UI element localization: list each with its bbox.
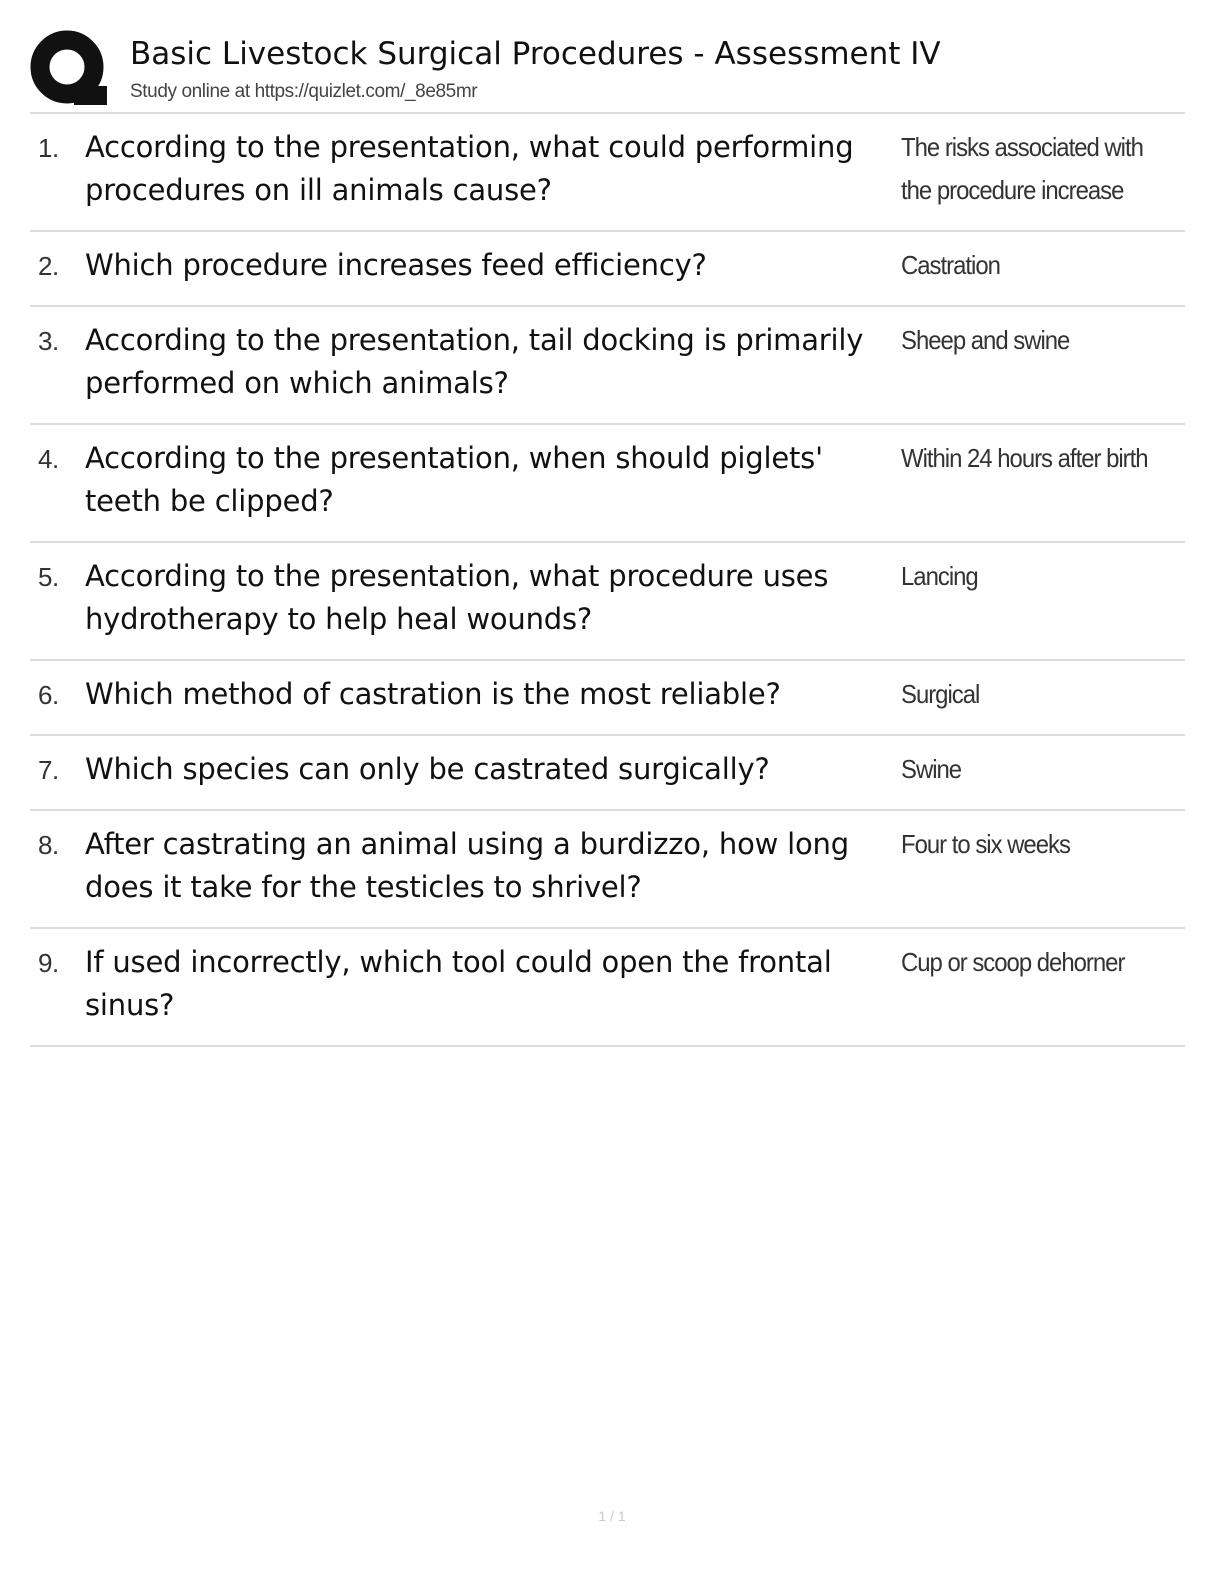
question-text: If used incorrectly, which tool could open the frontal sinus?	[85, 945, 832, 1022]
answer-text: Lancing	[901, 561, 978, 591]
question-number: 6.	[38, 680, 59, 710]
page-title: Basic Livestock Surgical Procedures - Assessment IV	[130, 36, 941, 72]
question-row	[30, 929, 1185, 1047]
question-number: 1.	[38, 133, 59, 163]
question-row	[30, 307, 1185, 425]
question-text: According to the presentation, what procedure uses hydrotherapy to help heal wounds?	[85, 559, 829, 636]
question-number: 9.	[38, 948, 59, 978]
question-row	[30, 811, 1185, 929]
question-row	[30, 736, 1185, 811]
answer-text: Castration	[901, 250, 1000, 280]
page-header	[30, 30, 1185, 114]
question-number: 7.	[38, 755, 59, 785]
answer-text: The risks associated with the procedure increase	[901, 132, 1143, 205]
question-text: Which procedure increases feed efficiency?	[85, 248, 707, 282]
question-row	[30, 232, 1185, 307]
answer-text: Sheep and swine	[901, 325, 1070, 355]
question-row	[30, 114, 1185, 232]
answer-text: Four to six weeks	[901, 829, 1070, 859]
quizlet-q-logo-icon	[30, 30, 108, 108]
question-list	[30, 114, 1185, 1047]
answer-text: Within 24 hours after birth	[901, 443, 1148, 473]
answer-text: Cup or scoop dehorner	[901, 947, 1125, 977]
question-text: Which species can only be castrated surgically?	[85, 752, 770, 786]
question-text: According to the presentation, what could performing procedures on ill animals cause?	[85, 130, 854, 207]
page-number: 1 / 1	[598, 1508, 626, 1524]
answer-text: Swine	[901, 754, 962, 784]
question-text: According to the presentation, tail docking is primarily performed on which animals?	[85, 323, 864, 400]
question-row	[30, 661, 1185, 736]
question-row	[30, 425, 1185, 543]
question-number: 2.	[38, 251, 59, 281]
question-text: Which method of castration is the most reliable?	[85, 677, 781, 711]
question-number: 4.	[38, 444, 59, 474]
question-text: After castrating an animal using a burdizzo, how long does it take for the testicles to shrivel?	[85, 827, 849, 904]
question-number: 5.	[38, 562, 59, 592]
study-online-link[interactable]: Study online at https://quizlet.com/_8e85mr	[130, 81, 478, 102]
question-number: 8.	[38, 830, 59, 860]
question-row	[30, 543, 1185, 661]
question-text: According to the presentation, when should piglets' teeth be clipped?	[85, 441, 823, 518]
answer-text: Surgical	[901, 679, 980, 709]
question-number: 3.	[38, 326, 59, 356]
